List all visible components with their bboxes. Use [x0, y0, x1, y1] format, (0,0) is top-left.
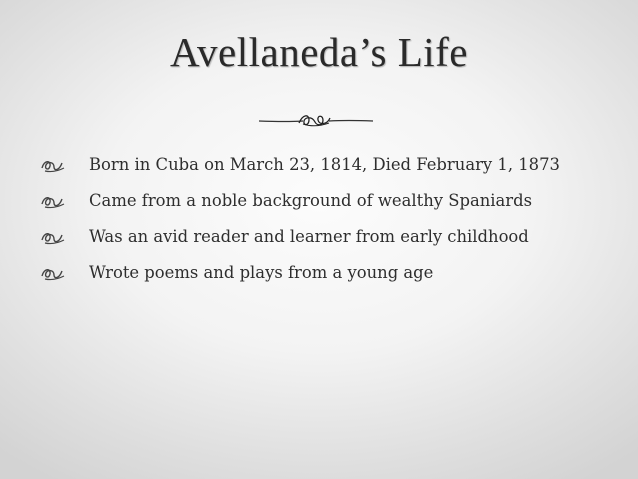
flourish-divider-icon	[257, 110, 375, 132]
list-item	[40, 262, 620, 284]
scroll-ornament-icon	[40, 265, 66, 281]
scroll-ornament-icon	[40, 229, 66, 245]
list-item	[40, 154, 620, 176]
bullet-text: Was an avid reader and learner from early childhood	[89, 227, 529, 246]
bullet-text: Came from a noble background of wealthy Spaniards	[89, 191, 533, 210]
bullet-text: Wrote poems and plays from a young age	[89, 263, 434, 282]
list-item	[40, 190, 620, 212]
list-item	[40, 226, 620, 248]
bullet-list	[40, 154, 620, 298]
bullet-text: Born in Cuba on March 23, 1814, Died February 1, 1873	[89, 155, 560, 174]
slide-title: Avellaneda’s Life	[169, 29, 469, 75]
scroll-ornament-icon	[40, 157, 66, 173]
scroll-ornament-icon	[40, 193, 66, 209]
